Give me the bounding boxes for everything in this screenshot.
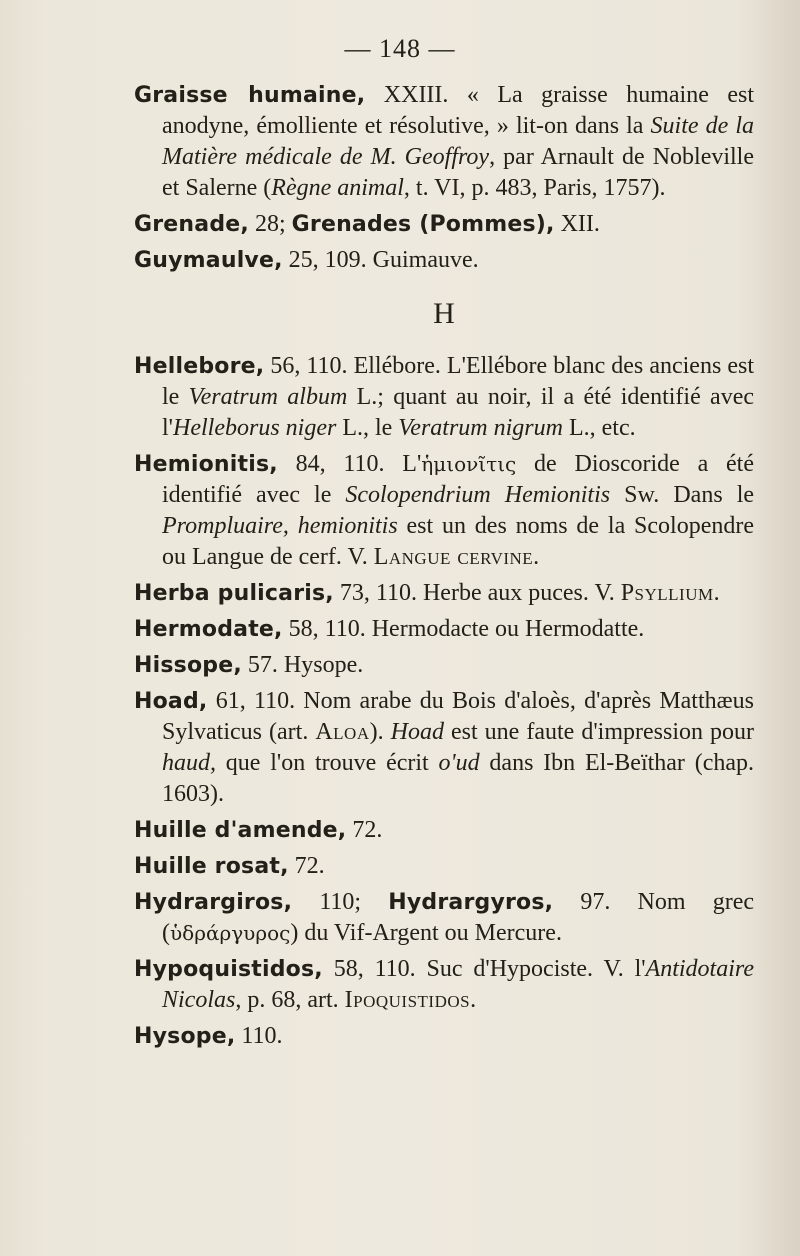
- entry-hellebore: Hellebore, 56, 110. Ellébore. L'Ellébore blanc des anciens est le Veratrum album L.; quant au noir, il a été identifié avec l'Helleborus niger L., le Veratrum nigrum L., etc.: [134, 353, 754, 441]
- entry-hoad: Hoad, 61, 110. Nom arabe du Bois d'aloès, d'après Matthæus Sylvaticus (art. Aloa). Hoad est une faute d'impression pour haud, que l'on trouve écrit o'ud dans Ibn El-Beïthar (chap. 1603).: [134, 688, 755, 807]
- entry-herba-pulicaris: Herba pulicaris, 73, 110. Herbe aux puces. V. Psyllium.: [134, 580, 721, 606]
- entry-hydrargiros: Hydrargiros, 110; Hydrargyros, 97. Nom grec (ὑδράργυρος) du Vif-Argent ou Mercure.: [134, 889, 755, 946]
- entry-hysope: Hysope, 110.: [134, 1023, 283, 1049]
- headword: Hysope,: [134, 1024, 236, 1049]
- headword: Grenade,: [134, 212, 249, 237]
- entry-huille-damende: Huille d'amende, 72.: [134, 817, 383, 843]
- page-number: — 148 —: [344, 34, 456, 63]
- headword: Hissope,: [134, 653, 242, 678]
- headword: Hellebore,: [134, 354, 265, 379]
- headword: Herba pulicaris,: [134, 581, 334, 606]
- entry-grenade: Grenade, 28; Grenades (Pommes), XII.: [134, 211, 600, 237]
- headword: Hypoquistidos,: [134, 957, 323, 982]
- entry-huille-rosat: Huille rosat, 72.: [134, 853, 325, 879]
- entry-hissope: Hissope, 57. Hysope.: [134, 652, 364, 678]
- entry-graisse-humaine: Graisse humaine, XXIII. « La graisse humaine est anodyne, émolliente et résolutive, » lit-on dans la Suite de la Matière médicale de M. Geoffroy, par Arnault de Nobleville et Salerne (Règne animal, t. VI, p. 483, Paris, 1757).: [134, 82, 755, 201]
- index-entries: [134, 80, 754, 1057]
- entry-guymaulve: Guymaulve, 25, 109. Guimauve.: [134, 247, 479, 273]
- headword: Huille d'amende,: [134, 818, 347, 843]
- headword: Huille rosat,: [134, 854, 289, 879]
- headword: Hermodate,: [134, 617, 283, 642]
- headword: Guymaulve,: [134, 248, 283, 273]
- entry-hypoquistidos: Hypoquistidos, 58, 110. Suc d'Hypociste. V. l'Antidotaire Nicolas, p. 68, art. Ipoquistidos.: [134, 956, 754, 1013]
- headword: Graisse humaine,: [134, 83, 366, 108]
- headword: Grenades (Pommes),: [291, 212, 555, 237]
- section-letter: H: [433, 297, 455, 330]
- headword: Hemionitis,: [134, 452, 278, 477]
- entry-hemionitis: Hemionitis, 84, 110. L'ἡμιονῖτις de Dioscoride a été identifié avec le Scolopendrium Hemionitis Sw. Dans le Prompluaire, hemionitis est un des noms de la Scolopendre ou Langue de cerf. V. Langue cervine.: [134, 451, 755, 570]
- headword: Hydrargyros,: [388, 890, 554, 915]
- headword: Hoad,: [134, 689, 208, 714]
- entry-hermodate: Hermodate, 58, 110. Hermodacte ou Hermodatte.: [134, 616, 645, 642]
- headword: Hydrargiros,: [134, 890, 293, 915]
